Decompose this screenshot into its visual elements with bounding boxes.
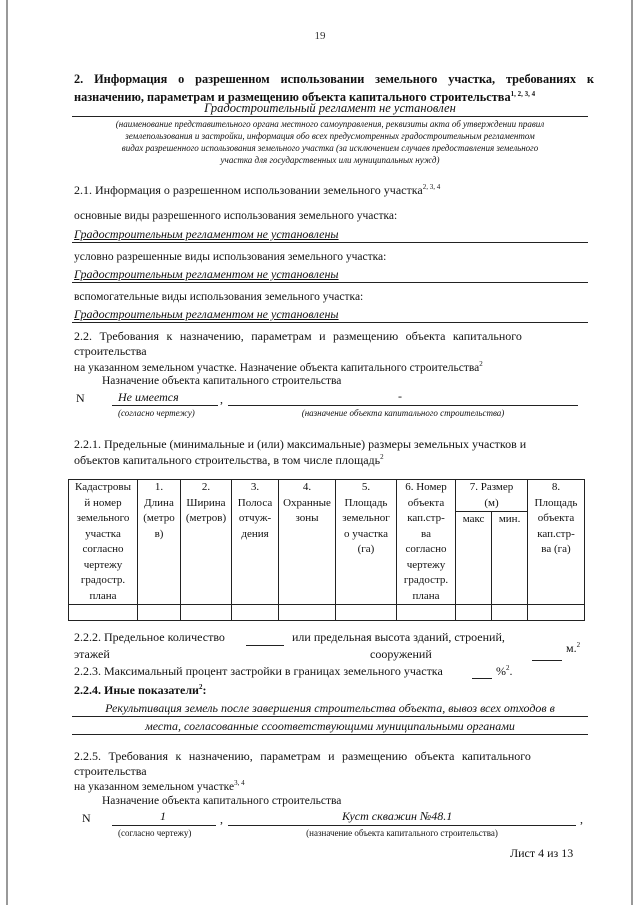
header-length: 1. Длина (метро в) — [138, 480, 181, 605]
conditional-uses-value: Градостроительным регламентом не установлены — [74, 267, 339, 281]
regulation-note-line-2: землепользования и застройки, информация обо всех предусмотренных градостроительным регламентом — [125, 131, 535, 141]
section-2-2-4-colon: : — [202, 683, 207, 697]
section-2-2-line-3-text: на указанном земельном участке. Назначение объекта капитального строительства — [74, 361, 480, 374]
conditional-uses-rule — [72, 282, 588, 283]
header-object-number: 6. Номер объекта кап.стр- ва согласно чертежу градостр. плана — [397, 480, 456, 605]
table-cell — [456, 605, 492, 621]
table-cell — [492, 605, 528, 621]
section-2-2-n-caption: (согласно чертежу) — [118, 408, 195, 418]
regulation-note-line-3: видах разрешенного использования земельного участка (за исключением случаев предоставления земельного — [121, 143, 539, 153]
table-cell — [279, 605, 336, 621]
table-cell — [181, 605, 232, 621]
section-2-2-line-3-sup: 2 — [479, 360, 483, 368]
section-2-2-1-line-1: 2.2.1. Предельные (минимальные и (или) максимальные) размеры земельных участков и — [74, 437, 527, 451]
section-2-2-1-line-2-sup: 2 — [380, 453, 384, 461]
regulation-note-line-1: (наименование представительного органа местного самоуправления, реквизиты акта об утверждении правил — [115, 119, 545, 129]
table-cell — [397, 605, 456, 621]
section-2-2-2-unit-text: м. — [566, 641, 577, 655]
section-2-2-purpose-caption: (назначение объекта капитального строительства) — [301, 408, 505, 418]
section-2-2-comma: , — [220, 392, 223, 406]
section-2-2-5-line-3-sup: 3, 4 — [234, 779, 245, 787]
section-2-2-2-unit-sup: 2 — [576, 641, 581, 649]
page-number: 19 — [314, 30, 326, 42]
section-2-1-title-text: 2.1. Информация о разрешенном использовании земельного участка — [74, 183, 423, 197]
section-2-2-n-value: Не имеется — [118, 390, 179, 404]
main-uses-label: основные виды разрешенного использования земельного участка: — [74, 210, 398, 222]
header-size-min: мин. — [492, 512, 528, 605]
section-2-2-n-rule — [112, 405, 218, 406]
section-2-title-sup: 1, 2, 3, 4 — [510, 90, 536, 98]
main-uses-value: Градостроительным регламентом не установлены — [74, 227, 339, 241]
section-2-2-2-line-1a: 2.2.2. Предельное количество — [74, 630, 225, 644]
conditional-uses-label: условно разрешенные виды использования земельного участка: — [74, 251, 387, 263]
section-2-2-3-rule — [472, 678, 492, 679]
section-2-2-dash: - — [398, 389, 402, 403]
section-2-1-title — [74, 183, 440, 198]
regulation-underline — [72, 116, 588, 117]
section-2-2-1-line-2 — [74, 453, 384, 468]
auxiliary-uses-label: вспомогательные виды использования земельного участка: — [74, 291, 364, 303]
header-object-area: 8. Площадь объекта кап.стр- ва (га) — [528, 480, 585, 605]
header-cadastral-number: Кадастровы й номер земельного участка согласно чертежу градостр. плана — [69, 480, 138, 605]
other-indicators-rule-2 — [72, 734, 588, 735]
section-2-2-5-line-2: строительства — [74, 764, 147, 778]
section-2-2-2-line-2b: сооружений — [370, 647, 432, 661]
section-2-2-5-line-3-text: на указанном земельном участке — [74, 780, 235, 793]
other-indicators-line-1: Рекультивация земель после завершения строительства объекта, вывоз всех отходов в — [105, 701, 555, 715]
section-2-2-5-comma: , — [220, 812, 223, 826]
section-2-2-1-line-2-text: объектов капитального строительства, в том числе площадь — [74, 453, 381, 467]
section-2-2-5-purpose-rule — [228, 825, 576, 826]
section-2-2-5-n-label: N — [82, 811, 91, 825]
section-2-2-line-2: строительства — [74, 344, 147, 358]
section-2-2-3-end: . — [509, 664, 513, 678]
section-2-2-3-unit — [496, 664, 513, 679]
section-2-2-2-height-rule — [532, 660, 562, 661]
section-2-title-text: 2. Информация о разрешенном использовании земельного участка, требованиях к назначению, параметрам и размещению объекта капитального строительства — [74, 72, 594, 105]
section-2-2-4-title-text: 2.2.4. Иные показатели — [74, 683, 199, 697]
regulation-value: Градостроительный регламент не установлен — [204, 101, 456, 115]
header-width: 2. Ширина (метров) — [181, 480, 232, 605]
section-2-2-5-purpose-label: Назначение объекта капитального строительства — [102, 795, 342, 807]
section-2-2-5-line-1: 2.2.5. Требования к назначению, параметрам и размещению объекта капитального — [74, 749, 531, 763]
auxiliary-uses-rule — [72, 322, 588, 323]
section-2-2-5-purpose-value: Куст скважин №48.1 — [342, 809, 453, 823]
section-2-2-line-1: 2.2. Требования к назначению, параметрам и размещению объекта капитального — [74, 329, 522, 343]
section-2-2-5-line-3 — [74, 779, 245, 793]
section-2-2-line-3 — [74, 360, 483, 374]
header-alienation-strip: 3. Полоса отчуж- дения — [232, 480, 279, 605]
header-size-max: макс — [456, 512, 492, 605]
other-indicators-rule-1 — [72, 716, 588, 717]
section-2-2-5-purpose-caption: (назначение объекта капитального строительства) — [306, 828, 498, 838]
table-cell — [69, 605, 138, 621]
scan-edge-left — [6, 0, 8, 905]
section-2-2-purpose-label: Назначение объекта капитального строительства — [102, 375, 342, 387]
scan-edge-right — [631, 0, 633, 905]
plot-dimensions-table — [68, 479, 585, 621]
section-2-2-3-unit-text: % — [496, 664, 506, 678]
section-2-2-purpose-rule — [228, 405, 578, 406]
section-2-2-5-n-caption: (согласно чертежу) — [118, 828, 192, 838]
section-2-1-title-sup: 2, 3, 4 — [422, 183, 441, 191]
section-2-2-2-unit — [566, 641, 580, 656]
header-size: 7. Размер (м) — [456, 480, 528, 512]
regulation-note-line-4: участка для государственных или муниципальных нужд) — [220, 155, 440, 165]
table-cell — [138, 605, 181, 621]
section-2-2-2-floors-rule — [246, 645, 284, 646]
section-2-2-3-text: 2.2.3. Максимальный процент застройки в границах земельного участка — [74, 664, 443, 678]
header-protected-zones: 4. Охранные зоны — [279, 480, 336, 605]
table-cell — [232, 605, 279, 621]
table-cell — [528, 605, 585, 621]
section-2-2-5-n-rule — [112, 825, 216, 826]
section-2-2-4-title-sup: 2 — [198, 683, 203, 691]
section-2-2-5-n-value: 1 — [160, 809, 166, 823]
section-2-2-2-line-2a: этажей — [74, 647, 110, 661]
section-2-2-5-end-comma: , — [580, 812, 583, 826]
section-2-2-4-title — [74, 683, 206, 698]
section-2-2-2-line-1b: или предельная высота зданий, строений, — [292, 630, 505, 644]
main-uses-rule — [72, 242, 588, 243]
header-plot-area: 5. Площадь земельног о участка (га) — [336, 480, 397, 605]
section-2-2-3-unit-sup: 2 — [506, 664, 510, 672]
other-indicators-line-2: места, согласованные ссоответствующими муниципальными органами — [145, 719, 515, 733]
table-cell — [336, 605, 397, 621]
section-2-2-n-label: N — [76, 391, 85, 405]
sheet-counter: Лист 4 из 13 — [510, 846, 574, 860]
auxiliary-uses-value: Градостроительным регламентом не установлены — [74, 307, 339, 321]
